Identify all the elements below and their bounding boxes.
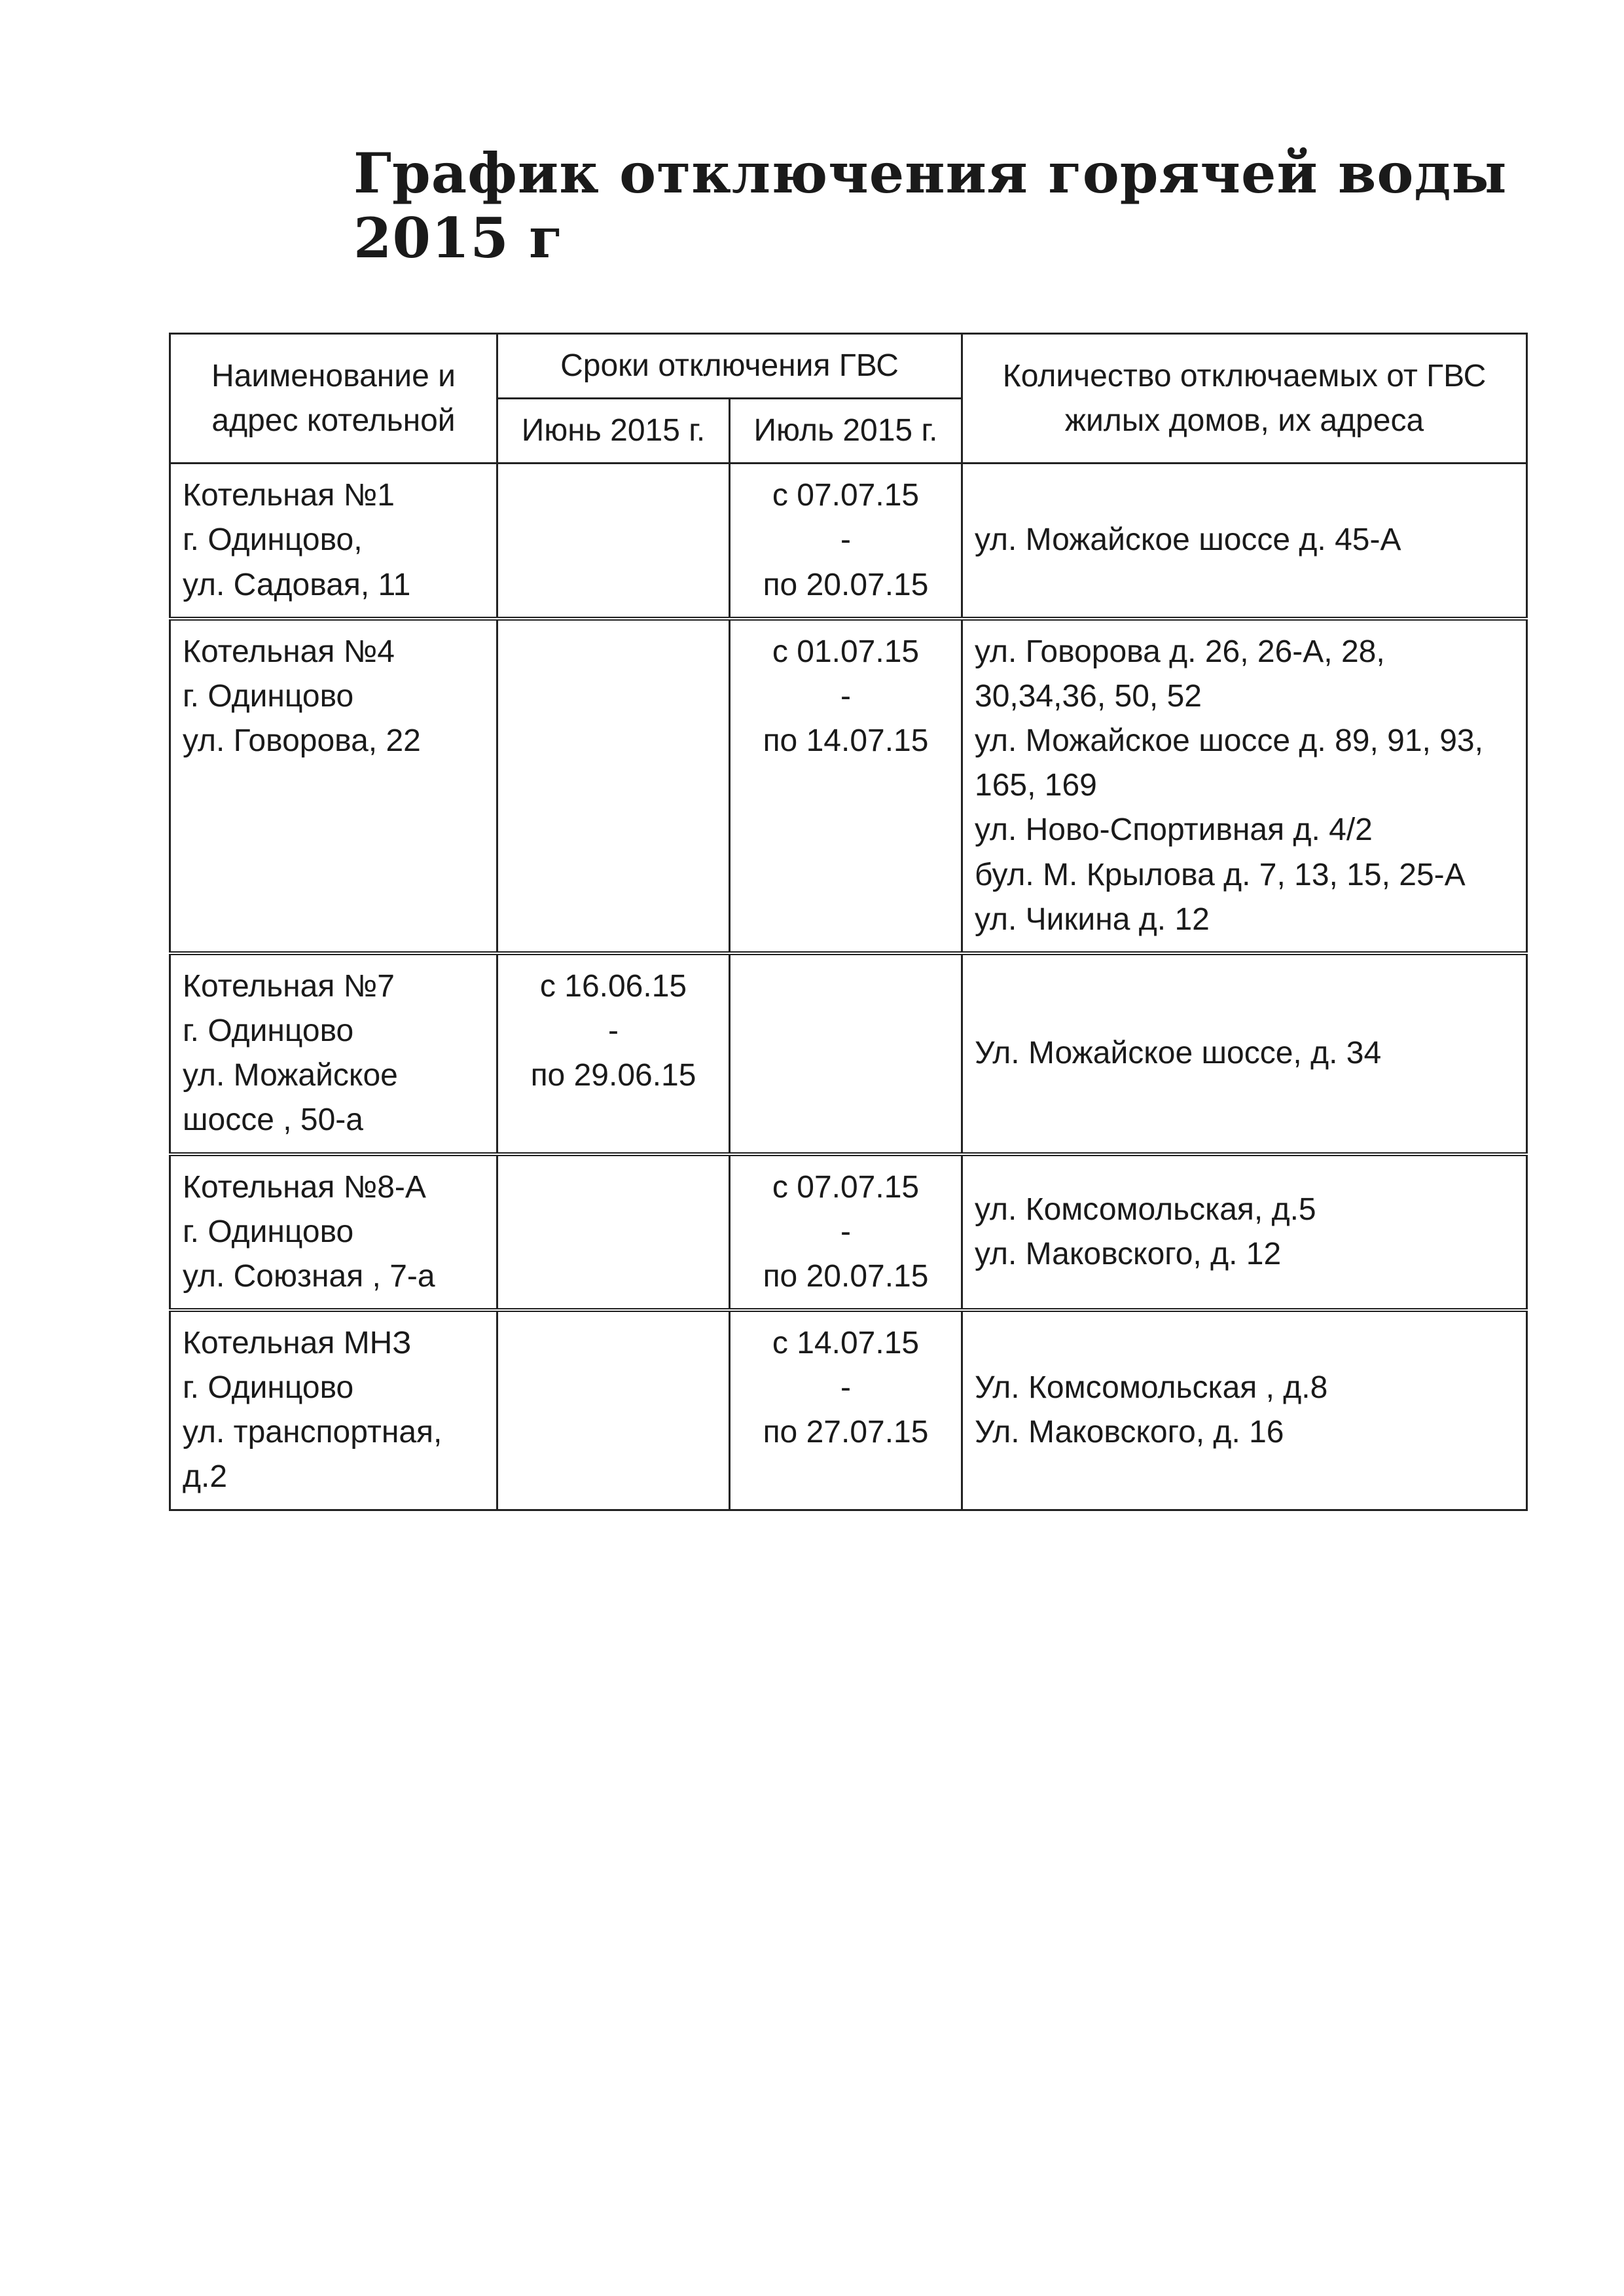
boiler-name-line: Котельная №8-А xyxy=(183,1169,426,1205)
header-name: Наименование и адрес котельной xyxy=(170,334,497,464)
july-date-line: по 27.07.15 xyxy=(763,1415,929,1450)
cell-houses xyxy=(962,464,1527,619)
boiler-name-line: г. Одинцово xyxy=(183,1214,354,1249)
boiler-name-line: ул. транспортная, д.2 xyxy=(183,1415,442,1495)
boiler-name-line: ул. Можайское шоссе , 50-а xyxy=(183,1058,398,1138)
table-row xyxy=(170,619,1527,953)
july-date-line: с 07.07.15 xyxy=(772,478,920,513)
cell-july xyxy=(730,1310,962,1510)
july-date-line: - xyxy=(840,1370,851,1406)
house-address-line: ул. Комсомольская, д.5 xyxy=(975,1192,1316,1227)
boiler-name-line: ул. Говорова, 22 xyxy=(183,723,421,759)
house-address-line: ул. Чикина д. 12 xyxy=(975,902,1210,937)
cell-june xyxy=(497,953,730,1154)
cell-june xyxy=(497,619,730,953)
cell-houses xyxy=(962,953,1527,1154)
july-date-line: - xyxy=(840,678,851,714)
house-address-line: ул. Ново-Спортивная д. 4/2 xyxy=(975,812,1373,848)
cell-name xyxy=(170,464,497,619)
house-address-line: ул. Можайское шоссе д. 45-А xyxy=(975,522,1401,558)
house-address-line: Ул. Можайское шоссе, д. 34 xyxy=(975,1036,1382,1071)
july-date-line: по 20.07.15 xyxy=(763,567,929,602)
boiler-name-line: г. Одинцово xyxy=(183,1370,354,1406)
header-period: Сроки отключения ГВС xyxy=(497,334,962,399)
table-row xyxy=(170,953,1527,1154)
house-address-line: Ул. Маковского, д. 16 xyxy=(975,1415,1284,1450)
boiler-name-line: ул. Союзная , 7-а xyxy=(183,1258,435,1294)
july-date-line: с 07.07.15 xyxy=(772,1169,920,1205)
page-title: График отключения горячей воды 2015 г xyxy=(353,141,1507,270)
boiler-name-line: Котельная №1 xyxy=(183,478,395,513)
boiler-name-line: г. Одинцово xyxy=(183,678,354,714)
cell-houses xyxy=(962,1310,1527,1510)
boiler-name-line: Котельная №7 xyxy=(183,968,395,1004)
cell-july xyxy=(730,1154,962,1310)
june-date-line: по 29.06.15 xyxy=(530,1058,696,1093)
cell-july xyxy=(730,953,962,1154)
cell-name xyxy=(170,619,497,953)
july-date-line: по 20.07.15 xyxy=(763,1258,929,1294)
boiler-name-line: Котельная №4 xyxy=(183,634,395,669)
cell-july xyxy=(730,619,962,953)
boiler-name-line: Котельная МНЗ xyxy=(183,1325,412,1360)
header-houses: Количество отключаемых от ГВС жилых домов, их адреса xyxy=(962,334,1527,464)
table-row xyxy=(170,1154,1527,1310)
boiler-name-line: г. Одинцово, xyxy=(183,522,363,558)
july-date-line: - xyxy=(840,522,851,558)
house-address-line: бул. М. Крылова д. 7, 13, 15, 25-А xyxy=(975,857,1466,892)
july-date-line: по 14.07.15 xyxy=(763,723,929,759)
july-date-line: с 01.07.15 xyxy=(772,634,920,669)
table-row xyxy=(170,1310,1527,1510)
june-date-line: - xyxy=(608,1013,619,1049)
house-address-line: Ул. Комсомольская , д.8 xyxy=(975,1370,1328,1406)
house-address-line: ул. Говорова д. 26, 26-А, 28, 30,34,36, 50, 52 xyxy=(975,634,1385,714)
cell-june xyxy=(497,1154,730,1310)
cell-houses xyxy=(962,619,1527,953)
house-address-line: ул. Можайское шоссе д. 89, 91, 93, 165, 169 xyxy=(975,723,1483,803)
shutdown-schedule-table xyxy=(169,333,1528,1511)
header-june: Июнь 2015 г. xyxy=(497,399,730,464)
july-date-line: - xyxy=(840,1214,851,1249)
june-date-line: с 16.06.15 xyxy=(539,968,687,1004)
table-body xyxy=(170,464,1527,1510)
cell-name xyxy=(170,953,497,1154)
july-date-line: с 14.07.15 xyxy=(772,1325,920,1360)
cell-name xyxy=(170,1154,497,1310)
cell-houses xyxy=(962,1154,1527,1310)
header-july: Июль 2015 г. xyxy=(730,399,962,464)
cell-june xyxy=(497,464,730,619)
boiler-name-line: ул. Садовая, 11 xyxy=(183,567,411,602)
table-row xyxy=(170,464,1527,619)
boiler-name-line: г. Одинцово xyxy=(183,1013,354,1049)
cell-june xyxy=(497,1310,730,1510)
house-address-line: ул. Маковского, д. 12 xyxy=(975,1236,1282,1271)
header-row xyxy=(170,334,1527,399)
cell-july xyxy=(730,464,962,619)
cell-name xyxy=(170,1310,497,1510)
